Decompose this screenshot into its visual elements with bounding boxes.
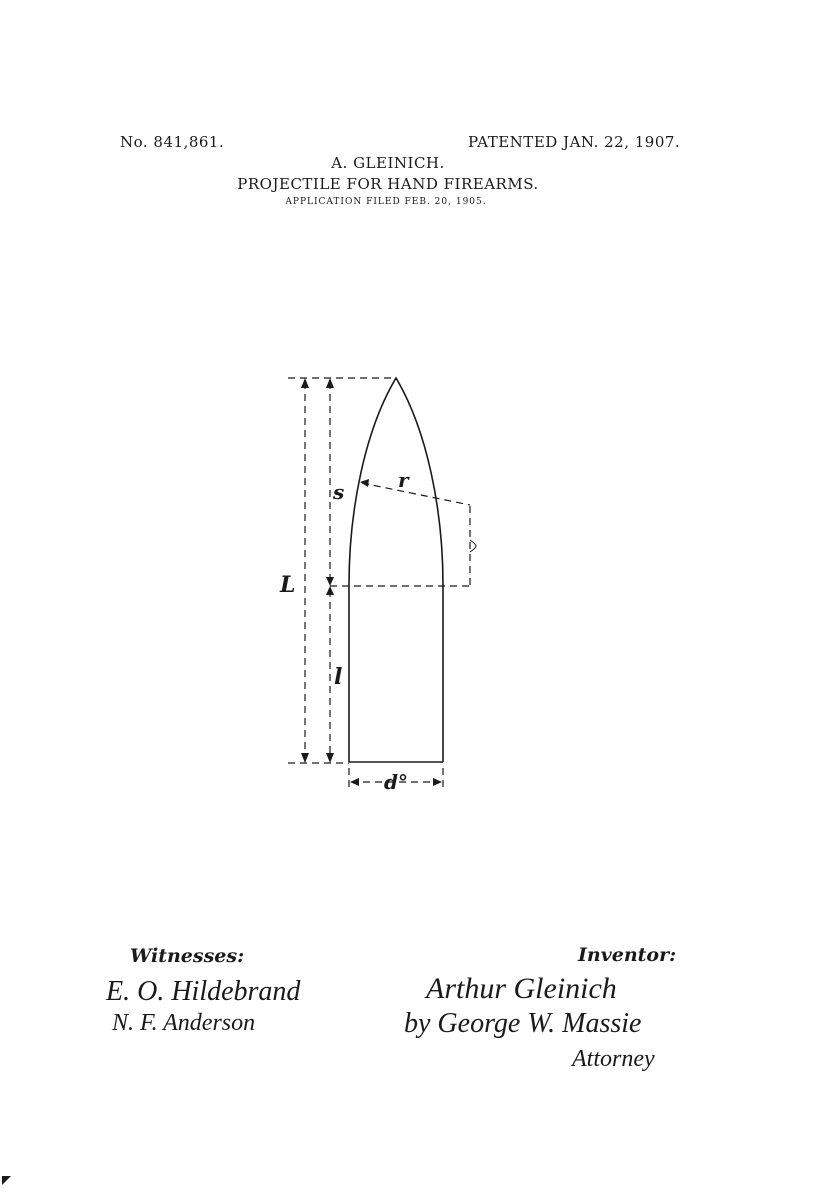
arrow-L-top	[301, 378, 309, 388]
inventor-name: A. GLEINICH.	[331, 154, 445, 172]
arrow-l-bottom	[326, 753, 334, 763]
arrow-r	[360, 479, 369, 487]
patent-number: No. 841,861.	[120, 133, 225, 151]
arrow-s-bottom	[326, 577, 334, 586]
witness-signature-2: N. F. Anderson	[112, 1010, 256, 1036]
inventor-signature: Arthur Gleinich	[426, 972, 617, 1005]
attorney-title: Attorney	[572, 1046, 655, 1072]
radius-line	[362, 483, 470, 505]
label-d: d°	[384, 770, 408, 794]
attorney-signature: by George W. Massie	[404, 1008, 642, 1039]
projectile-outline	[349, 378, 443, 762]
brace-mark	[470, 540, 476, 552]
label-r: r	[398, 468, 409, 492]
corner-mark	[2, 1176, 11, 1185]
witness-signature-1: E. O. Hildebrand	[106, 976, 301, 1007]
arrow-l-top	[326, 586, 334, 595]
arrow-s-top	[326, 378, 334, 388]
arrow-d-right	[433, 778, 442, 786]
arrow-d-left	[350, 778, 359, 786]
patent-date: PATENTED JAN. 22, 1907.	[468, 133, 681, 151]
inventor-label: Inventor:	[578, 944, 677, 966]
witnesses-label: Witnesses:	[130, 945, 245, 967]
arrow-L-bottom	[301, 753, 309, 763]
label-s: s	[333, 480, 345, 504]
patent-title: PROJECTILE FOR HAND FIREARMS.	[237, 175, 539, 193]
label-L: L	[280, 572, 296, 598]
label-l: l	[334, 664, 343, 690]
application-line: APPLICATION FILED FEB. 20, 1905.	[285, 197, 487, 207]
